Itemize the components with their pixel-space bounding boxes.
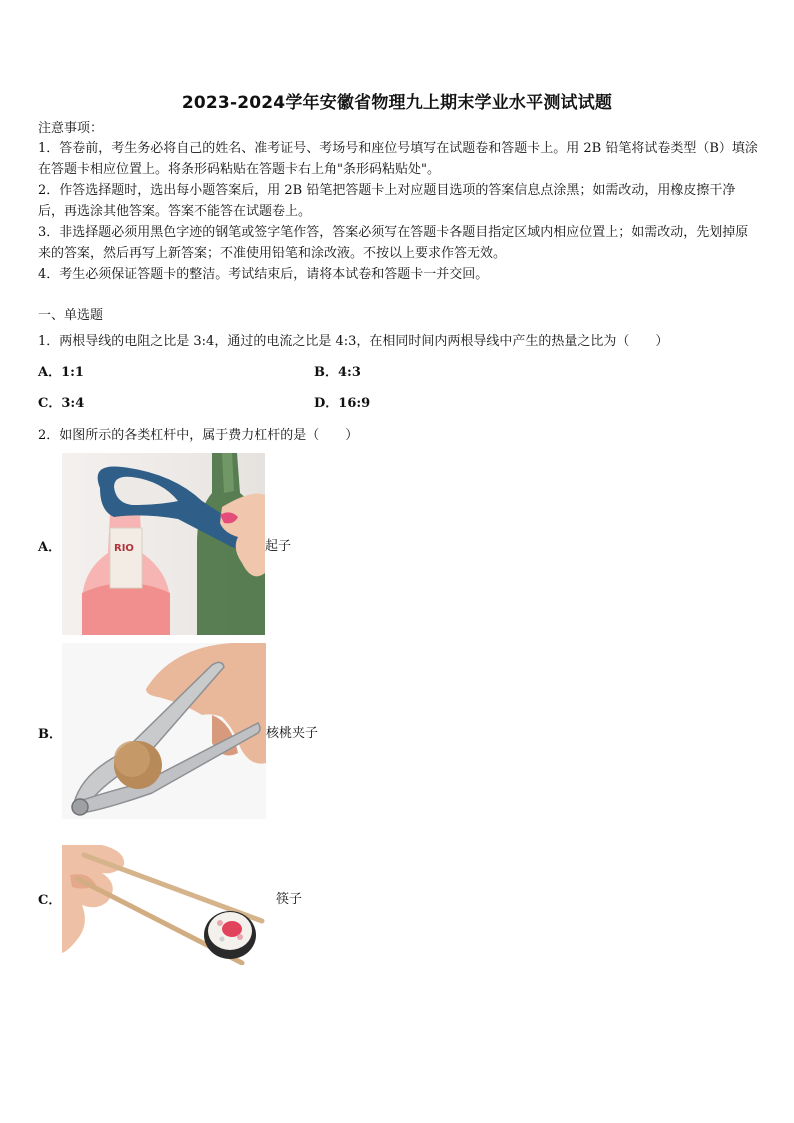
nutcracker-photo <box>62 643 266 819</box>
section-heading: 一、单选题 <box>38 308 104 323</box>
rio-label-text: RIO <box>114 543 134 554</box>
question-2-option-b-caption: 核桃夹子 <box>266 726 319 741</box>
note-item-1: 1．答卷前，考生务必将自己的姓名、准考证号、考场号和座位号填写在试题卷和答题卡上。用 2B 铅笔将试卷类型（B）填涂在答题卡相应位置上。将条形码粘贴在答题卡右上角"条形码粘贴处"。 <box>38 141 758 177</box>
question-2-option-a-caption: 起子 <box>265 539 292 554</box>
chopsticks-sushi-photo <box>62 845 266 965</box>
question-2-option-a-letter: A． <box>38 540 62 555</box>
note-item-2: 2．作答选择题时，选出每小题答案后，用 2B 铅笔把答题卡上对应题目选项的答案信息点涂黑；如需改动，用橡皮擦干净后，再选涂其他答案。答案不能答在试题卷上。 <box>38 183 736 219</box>
note-item-4: 4．考生必须保证答题卡的整洁。考试结束后，请将本试卷和答题卡一并交回。 <box>38 267 489 282</box>
question-2-stem: 2．如图所示的各类杠杆中，属于费力杠杆的是（ ） <box>38 428 359 443</box>
question-1-option-d: D．16:9 <box>314 396 371 411</box>
question-2-option-c-letter: C． <box>38 893 62 908</box>
question-1-option-c: C．3:4 <box>38 396 85 411</box>
question-2-option-c-caption: 筷子 <box>276 892 303 907</box>
page-title: 2023-2024学年安徽省物理九上期末学业水平测试试题 <box>181 93 613 113</box>
note-item-3: 3．非选择题必须用黑色字迹的钢笔或签字笔作答，答案必须写在答题卡各题目指定区域内相应位置上；如需改动，先划掉原来的答案，然后再写上新答案；不准使用铅笔和涂改液。不按以上要求作答无效。 <box>38 225 749 261</box>
notes-label: 注意事项： <box>38 121 104 136</box>
question-1-option-b: B．4:3 <box>314 365 361 380</box>
question-1-option-a: A．1:1 <box>38 365 84 380</box>
bottle-opener-photo <box>62 453 265 635</box>
question-2-option-b-letter: B． <box>38 727 62 742</box>
question-1-stem: 1．两根导线的电阻之比是 3:4，通过的电流之比是 4:3，在相同时间内两根导线中产生的热量之比为（ ） <box>38 334 669 349</box>
